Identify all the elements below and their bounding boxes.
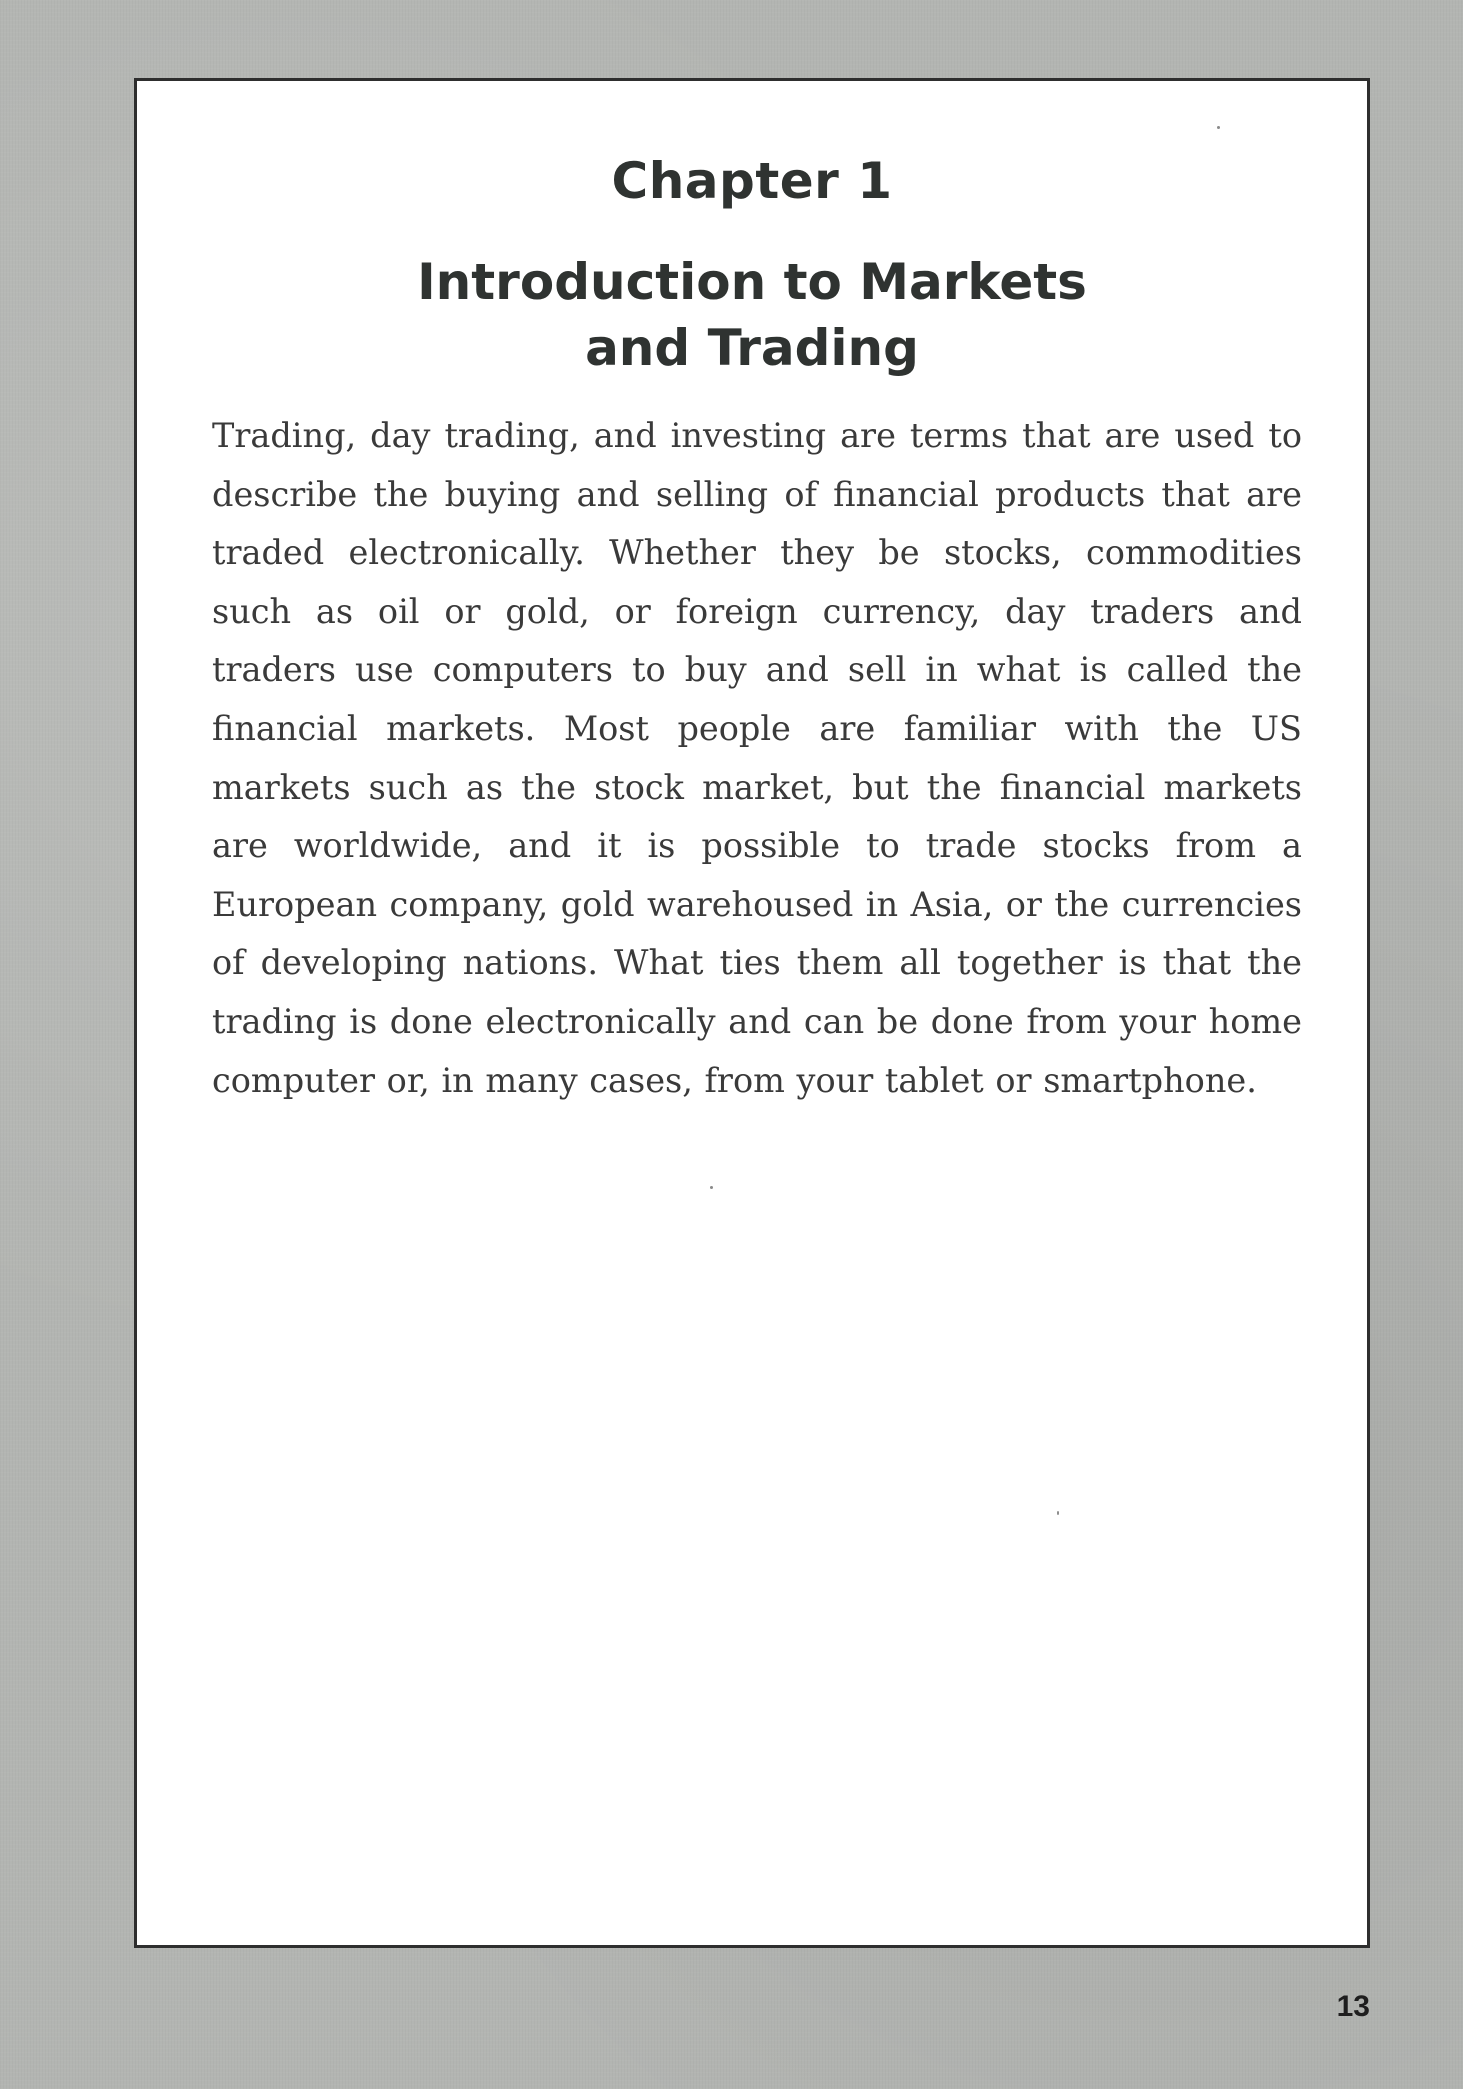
scan-speck xyxy=(710,1186,713,1189)
body-paragraph: Trading, day trading, and investing are terms that are used to describe the buying and selling of financial products that are traded electronically. Whether they be stocks, commodities such as oil or gold, or foreign currency, day traders and traders use computers to buy and sell in what is called the financial markets. Most people are familiar with the US markets such as the stock market, but the financial markets are worldwide, and it is possible to trade stocks from a European company, gold warehoused in Asia, or the currencies of developing nations. What ties them all together is that the trading is done electronically and can be done from your home computer or, in many cases, from your tablet or smartphone. xyxy=(212,416,1302,1100)
chapter-title-line-1: Introduction to Markets xyxy=(417,253,1087,311)
scan-speck xyxy=(1057,1511,1059,1515)
chapter-title-line-2: and Trading xyxy=(585,319,919,377)
page-number: 13 xyxy=(1336,1990,1370,2023)
scan-speck xyxy=(1217,126,1220,129)
chapter-title xyxy=(137,249,1367,381)
chapter-label: Chapter 1 xyxy=(611,152,893,210)
page-frame xyxy=(134,78,1370,1948)
